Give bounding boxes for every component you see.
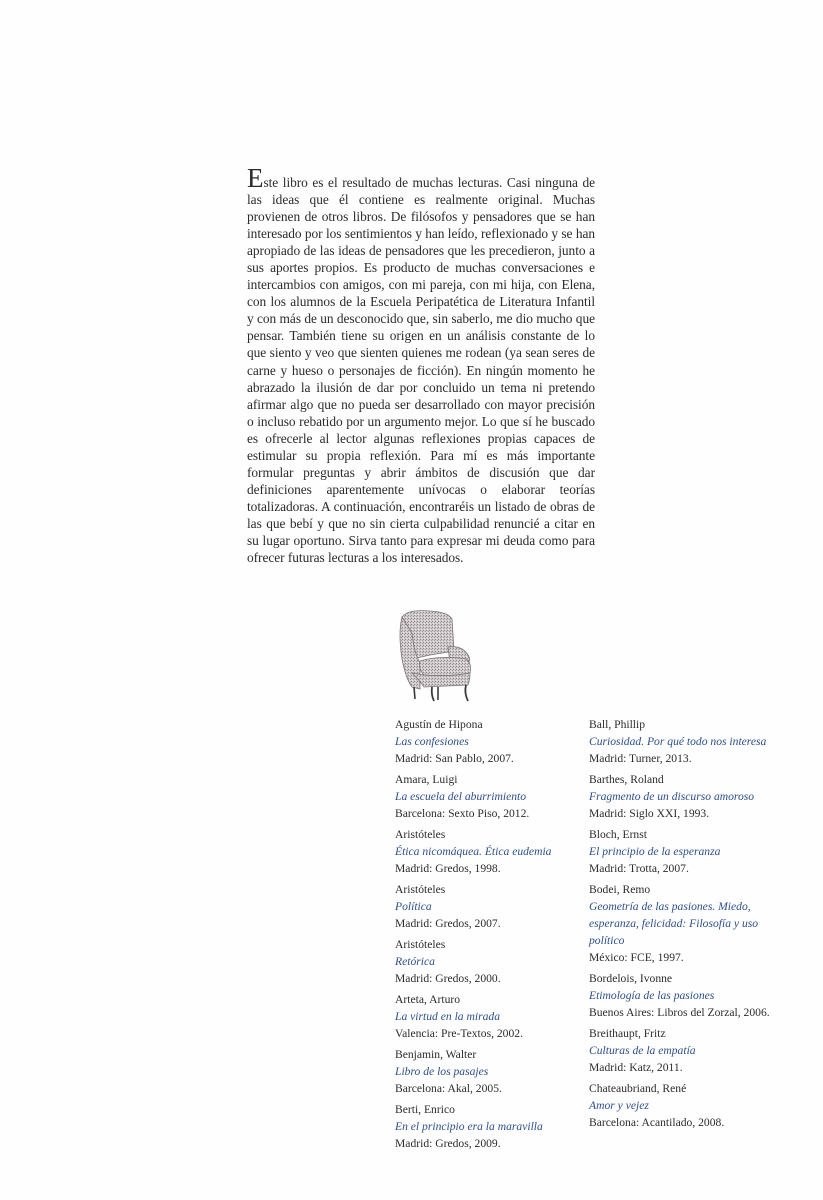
entry-title: El principio de la esperanza <box>589 845 721 858</box>
entry-publisher: Madrid: Turner, 2013. <box>589 752 692 765</box>
entry-author: Agustín de Hipona <box>395 718 483 731</box>
entry-publisher: Madrid: Gredos, 1998. <box>395 862 501 875</box>
bibliography-entry <box>395 1046 585 1097</box>
intro-text: ste libro es el resultado de muchas lecturas. Casi ninguna de las ideas que él contiene es realmente original. Muchas provienen de otros libros. De filósofos y pensadores que se han interesado por los sentimientos y han leído, reflexionado y se han apropiado de las ideas de pensadores que les precedieron, junto a sus aportes propios. Es producto de muchas conversaciones e intercambios con amigos, con mi pareja, con mi hija, con Elena, con los alumnos de la Escuela Peripatética de Literatura Infantil y con más de un desconocido que, sin saberlo, me dio mucho que pensar. También tiene su origen en un análisis constante de lo que siento y veo que sienten quienes me rodean (ya sean seres de carne y hueso o personajes de ficción). En ningún momento he abrazado la ilusión de dar por concluido un tema ni pretendo afirmar algo que no pueda ser desarrollado con mayor precisión o incluso rebatido por un argumento mejor. Lo que sí he buscado es ofrecerle al lector algunas reflexiones propias capaces de estimular su propia reflexión. Para mí es más importante formular preguntas y abrir ámbitos de discusión que dar definiciones aparentemente unívocas o elaborar teorías totalizadoras. A continuación, encontraréis un listado de obras de las que bebí y que no sin cierta culpabilidad renuncié a citar en su lugar oportuno. Sirva tanto para expresar mi deuda como para ofrecer futuras lecturas a los interesados. <box>247 175 595 566</box>
entry-title: Amor y vejez <box>589 1099 649 1112</box>
armchair-icon <box>390 603 490 705</box>
entry-author: Bodei, Remo <box>589 883 651 896</box>
entry-title: Ética nicomáquea. Ética eudemia <box>395 845 552 858</box>
entry-author: Ball, Phillip <box>589 718 646 731</box>
entry-author: Aristóteles <box>395 883 446 896</box>
bibliography-entry <box>395 991 585 1042</box>
entry-title: Curiosidad. Por qué todo nos interesa <box>589 735 767 748</box>
bibliography-entry <box>589 716 804 767</box>
bibliography-entry <box>589 1080 804 1131</box>
entry-publisher: Barcelona: Acantilado, 2008. <box>589 1116 725 1129</box>
entry-author: Arteta, Arturo <box>395 993 461 1006</box>
entry-publisher: Buenos Aires: Libros del Zorzal, 2006. <box>589 1006 770 1019</box>
bibliography-entry <box>589 1025 804 1076</box>
entry-publisher: Madrid: San Pablo, 2007. <box>395 752 514 765</box>
bibliography-entry <box>395 1101 585 1152</box>
bibliography-left-column <box>395 716 585 1156</box>
bibliography-entry <box>395 716 585 767</box>
entry-author: Bloch, Ernst <box>589 828 647 841</box>
entry-author: Benjamin, Walter <box>395 1048 477 1061</box>
bibliography-entry <box>395 771 585 822</box>
entry-author: Aristóteles <box>395 828 446 841</box>
entry-author: Breithaupt, Fritz <box>589 1027 666 1040</box>
entry-publisher: Madrid: Katz, 2011. <box>589 1061 683 1074</box>
entry-publisher: Madrid: Gredos, 2009. <box>395 1137 501 1150</box>
entry-title: Etimología de las pasiones <box>589 989 715 1002</box>
bibliography-entry <box>589 970 804 1021</box>
entry-title: Las confesiones <box>395 735 469 748</box>
entry-publisher: Valencia: Pre-Textos, 2002. <box>395 1027 523 1040</box>
entry-publisher: Barcelona: Akal, 2005. <box>395 1082 502 1095</box>
entry-title: Libro de los pasajes <box>395 1065 489 1078</box>
entry-title: La virtud en la mirada <box>395 1010 500 1023</box>
bibliography-entry <box>589 771 804 822</box>
entry-author: Aristóteles <box>395 938 446 951</box>
entry-title: Fragmento de un discurso amoroso <box>589 790 755 803</box>
entry-publisher: Madrid: Siglo XXI, 1993. <box>589 807 710 820</box>
entry-author: Berti, Enrico <box>395 1103 455 1116</box>
entry-title: La escuela del aburrimiento <box>395 790 527 803</box>
bibliography-entry <box>395 881 585 932</box>
entry-publisher: México: FCE, 1997. <box>589 951 684 964</box>
entry-author: Bordelois, Ivonne <box>589 972 673 985</box>
bibliography-entry <box>589 881 804 966</box>
drop-cap: E <box>247 163 264 193</box>
bibliography-entry <box>395 826 585 877</box>
entry-title: Geometría de las pasiones. Miedo, esperanza, felicidad: Filosofía y uso político <box>589 900 759 947</box>
bibliography-entry <box>589 826 804 877</box>
entry-author: Barthes, Roland <box>589 773 664 786</box>
entry-title: Culturas de la empatía <box>589 1044 696 1057</box>
intro-paragraph <box>247 163 595 566</box>
entry-publisher: Barcelona: Sexto Piso, 2012. <box>395 807 530 820</box>
entry-title: En el principio era la maravilla <box>395 1120 543 1133</box>
entry-publisher: Madrid: Gredos, 2007. <box>395 917 501 930</box>
entry-author: Amara, Luigi <box>395 773 458 786</box>
entry-publisher: Madrid: Gredos, 2000. <box>395 972 501 985</box>
entry-author: Chateaubriand, René <box>589 1082 687 1095</box>
entry-title: Política <box>395 900 432 913</box>
armchair-illustration <box>390 603 490 705</box>
entry-title: Retórica <box>395 955 435 968</box>
entry-publisher: Madrid: Trotta, 2007. <box>589 862 689 875</box>
bibliography-entry <box>395 936 585 987</box>
bibliography-right-column <box>589 716 804 1135</box>
